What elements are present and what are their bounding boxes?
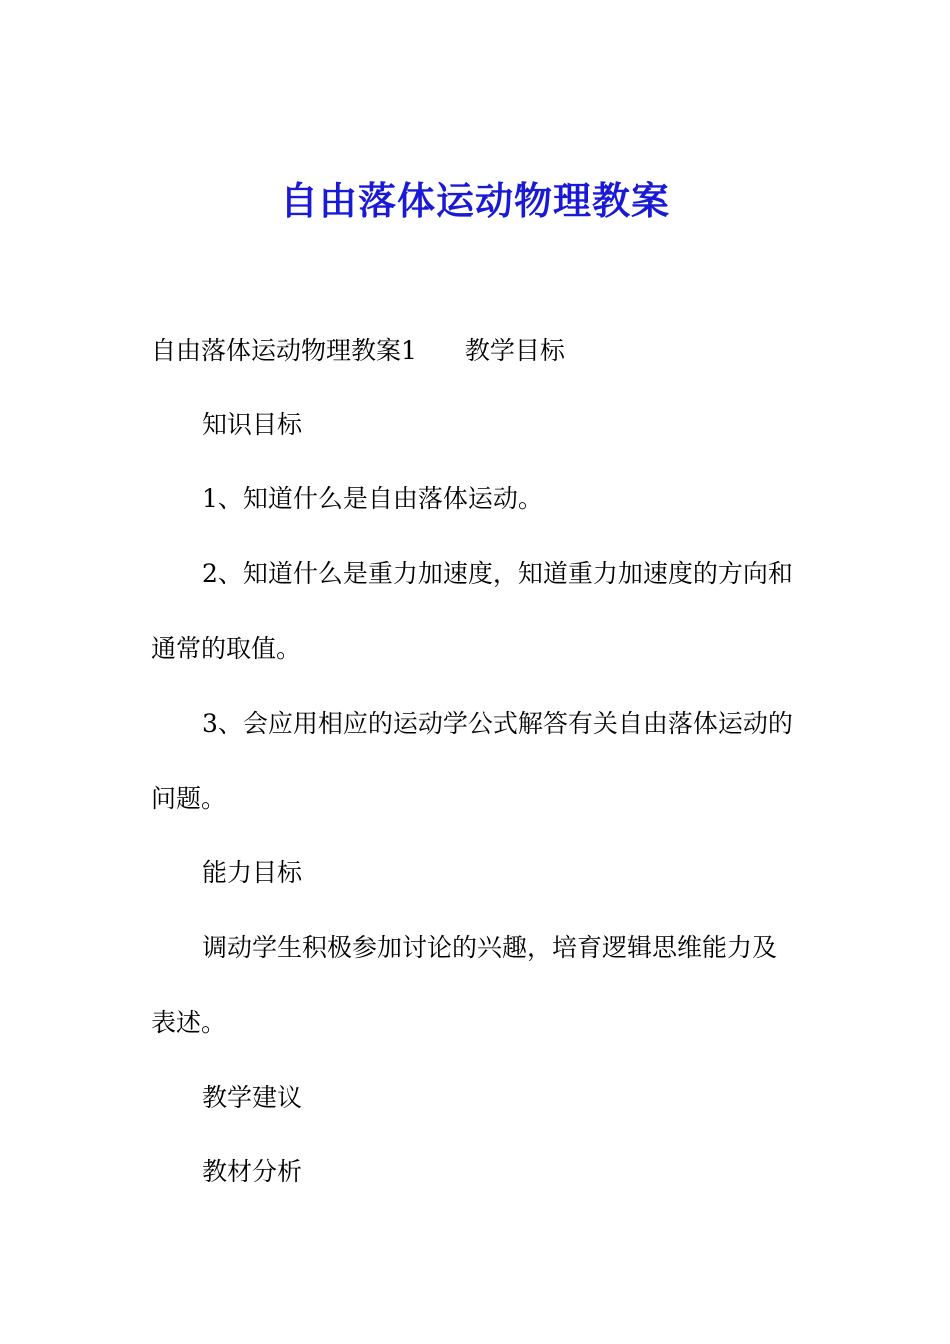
- section-heading-line: [151, 334, 565, 368]
- paragraph-line: 1、知道什么是自由落体运动。: [202, 484, 543, 513]
- knowledge-goals-heading: 知识目标: [202, 410, 303, 439]
- paragraph-line: 通常的取值。: [151, 634, 302, 663]
- ability-goals-heading: 能力目标: [202, 858, 303, 887]
- textbook-analysis-heading: 教材分析: [202, 1157, 303, 1186]
- paragraph-line: 表述。: [151, 1008, 227, 1037]
- paragraph-line: 调动学生积极参加讨论的兴趣，培育逻辑思维能力及: [202, 933, 778, 962]
- document-title: 自由落体运动物理教案: [279, 179, 670, 223]
- teaching-suggestions-heading: 教学建议: [202, 1083, 303, 1112]
- lesson-plan-number: 自由落体运动物理教案1: [151, 336, 417, 365]
- paragraph-line: 2、知道什么是重力加速度，知道重力加速度的方向和: [202, 559, 793, 588]
- paragraph-line: 3、会应用相应的运动学公式解答有关自由落体运动的: [202, 709, 793, 738]
- teaching-goals-heading: 教学目标: [464, 336, 565, 365]
- paragraph-line: 问题。: [151, 784, 227, 813]
